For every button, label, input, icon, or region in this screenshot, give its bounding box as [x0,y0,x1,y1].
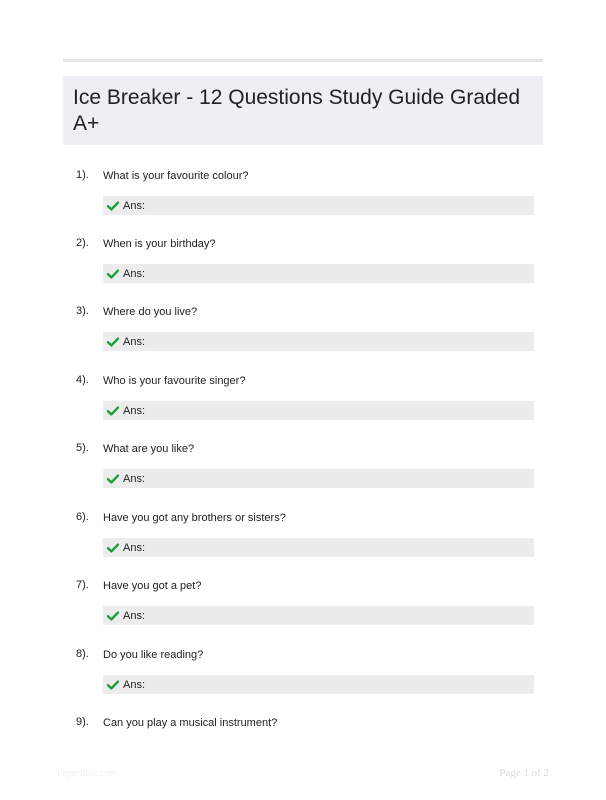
question-item [0,442,606,502]
question-item [0,237,606,297]
check-icon [107,337,119,347]
question-number: 5). [76,442,89,454]
question-item [0,511,606,571]
answer-box [103,538,534,557]
answer-label: Ans: [123,404,146,417]
question-text: Where do you live? [103,306,198,318]
answer-box [103,469,534,488]
document-title: Ice Breaker - 12 Questions Study Guide Graded A+ [73,86,521,135]
question-item [0,579,606,639]
question-item [0,305,606,365]
question-text: Have you got a pet? [103,580,202,592]
page-indicator: Page 1 of 2 [499,767,549,779]
answer-box [103,264,534,283]
question-text: When is your birthday? [103,238,216,250]
watermark-text: Paperlibic.com [57,768,118,779]
check-icon [107,680,119,690]
answer-label: Ans: [123,541,146,554]
check-icon [107,611,119,621]
question-number: 4). [76,374,89,386]
check-icon [107,269,119,279]
check-icon [107,201,119,211]
question-number: 2). [76,237,89,249]
answer-label: Ans: [123,609,146,622]
question-number: 7). [76,579,89,591]
question-text: What are you like? [103,443,195,455]
question-item [0,716,606,736]
check-icon [107,474,119,484]
answer-label: Ans: [123,678,146,691]
question-text: What is your favourite colour? [103,170,249,182]
answer-box [103,606,534,625]
answer-label: Ans: [123,335,146,348]
check-icon [107,406,119,416]
question-text: Do you like reading? [103,649,204,661]
answer-label: Ans: [123,472,146,485]
question-number: 9). [76,716,89,728]
answer-box [103,401,534,420]
question-item [0,648,606,708]
answer-box [103,196,534,215]
question-number: 3). [76,305,89,317]
answer-box [103,332,534,351]
question-number: 1). [76,169,89,181]
title-banner [63,76,543,145]
answer-label: Ans: [123,199,146,212]
question-text: Can you play a musical instrument? [103,717,278,729]
question-text: Have you got any brothers or sisters? [103,512,286,524]
top-divider [63,59,543,62]
answer-box [103,675,534,694]
check-icon [107,543,119,553]
question-text: Who is your favourite singer? [103,375,246,387]
question-item [0,374,606,434]
question-item [0,169,606,229]
question-number: 8). [76,648,89,660]
answer-label: Ans: [123,267,146,280]
question-number: 6). [76,511,89,523]
